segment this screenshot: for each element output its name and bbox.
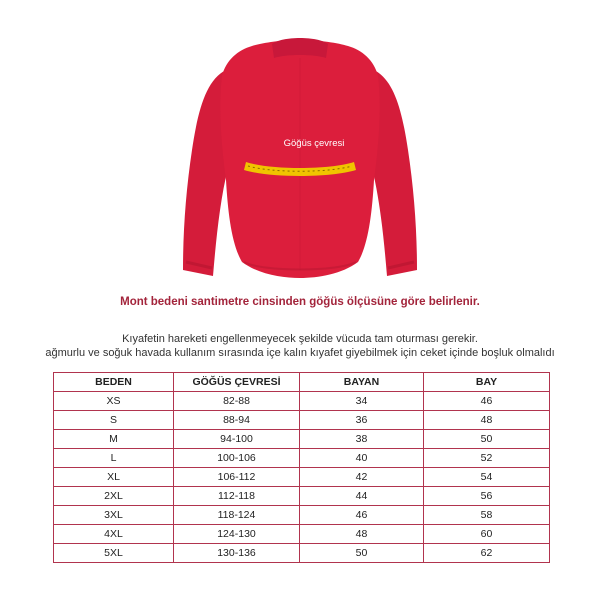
cell-bayan: 42: [300, 468, 424, 487]
cell-beden: 5XL: [54, 544, 174, 563]
size-headline: Mont bedeni santimetre cinsinden göğüs ölçüsüne göre belirlenir.: [120, 296, 480, 308]
cell-bay: 60: [424, 525, 550, 544]
cell-beden: 3XL: [54, 506, 174, 525]
table-row: [54, 449, 550, 468]
cell-gogus: 94-100: [174, 430, 300, 449]
cell-gogus: 118-124: [174, 506, 300, 525]
cell-beden: 2XL: [54, 487, 174, 506]
cell-beden: L: [54, 449, 174, 468]
jacket-back: [183, 38, 417, 278]
cell-bayan: 50: [300, 544, 424, 563]
header-bay: BAY: [424, 373, 550, 392]
cell-beden: M: [54, 430, 174, 449]
table-row: [54, 430, 550, 449]
cell-beden: 4XL: [54, 525, 174, 544]
table-row: [54, 506, 550, 525]
cell-bayan: 48: [300, 525, 424, 544]
cell-gogus: 124-130: [174, 525, 300, 544]
cell-bayan: 44: [300, 487, 424, 506]
cell-beden: XS: [54, 392, 174, 411]
cell-gogus: 100-106: [174, 449, 300, 468]
cell-bay: 46: [424, 392, 550, 411]
table-header-row: [54, 373, 550, 392]
cell-gogus: 112-118: [174, 487, 300, 506]
table-row: [54, 544, 550, 563]
fit-note-line1: Kıyafetin hareketi engellenmeyecek şekilde vücuda tam oturması gerekir.: [122, 333, 478, 345]
size-chart-table: [53, 372, 550, 563]
cell-bayan: 34: [300, 392, 424, 411]
cell-gogus: 82-88: [174, 392, 300, 411]
table-row: [54, 411, 550, 430]
table-row: [54, 468, 550, 487]
cell-bay: 48: [424, 411, 550, 430]
cell-bayan: 38: [300, 430, 424, 449]
cell-bayan: 36: [300, 411, 424, 430]
header-bayan: BAYAN: [300, 373, 424, 392]
cell-bay: 54: [424, 468, 550, 487]
table-row: [54, 392, 550, 411]
table-row: [54, 487, 550, 506]
table-row: [54, 525, 550, 544]
header-beden: BEDEN: [54, 373, 174, 392]
cell-bay: 58: [424, 506, 550, 525]
fit-note-line2: ağmurlu ve soğuk havada kullanım sırasında içe kalın kıyafet giyebilmek için ceket içinde boşluk olmalıdı: [45, 347, 555, 359]
cell-gogus: 106-112: [174, 468, 300, 487]
cell-bay: 56: [424, 487, 550, 506]
cell-bayan: 40: [300, 449, 424, 468]
header-gogus-cevresi: GÖĞÜS ÇEVRESİ: [174, 373, 300, 392]
cell-gogus: 130-136: [174, 544, 300, 563]
cell-bay: 52: [424, 449, 550, 468]
cell-gogus: 88-94: [174, 411, 300, 430]
cell-bay: 50: [424, 430, 550, 449]
cell-beden: S: [54, 411, 174, 430]
cell-beden: XL: [54, 468, 174, 487]
chest-label: Göğüs çevresi: [283, 138, 345, 149]
cell-bay: 62: [424, 544, 550, 563]
cell-bayan: 46: [300, 506, 424, 525]
